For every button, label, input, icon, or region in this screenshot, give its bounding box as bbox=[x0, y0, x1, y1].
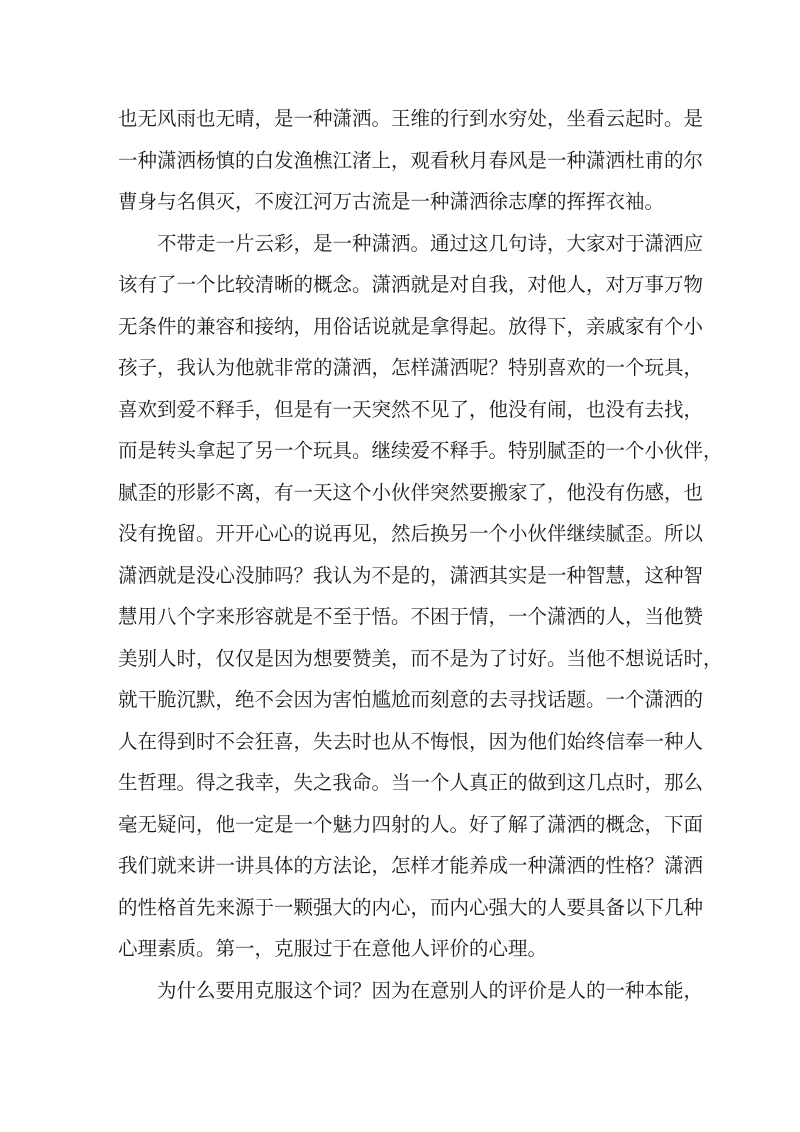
text-line: 生哲理。得之我幸，失之我命。当一个人真正的做到这几点时，那么 bbox=[118, 771, 704, 794]
text-line: 而是转头拿起了另一个玩具。继续爱不释手。特别腻歪的一个小伙伴， bbox=[118, 439, 723, 462]
text-line: 也无风雨也无晴，是一种潇洒。王维的行到水穷处，坐看云起时。是 bbox=[118, 107, 704, 130]
text-line: 无条件的兼容和接纳，用俗话说就是拿得起。放得下，亲戚家有个小 bbox=[118, 314, 704, 338]
text-line: 该有了一个比较清晰的概念。潇洒就是对自我，对他人，对万事万物 bbox=[118, 273, 704, 296]
text-line: 孩子，我认为他就非常的潇洒，怎样潇洒呢？特别喜欢的一个玩具， bbox=[118, 356, 704, 379]
text-line: 慧用八个字来形容就是不至于悟。不困于情，一个潇洒的人，当他赞 bbox=[118, 605, 704, 628]
paragraph-first-line: 为什么要用克服这个词？因为在意别人的评价是人的一种本能， bbox=[157, 978, 704, 1002]
text-line: 心理素质。第一，克服过于在意他人评价的心理。 bbox=[118, 937, 548, 960]
body-text bbox=[118, 98, 723, 1011]
text-line: 的性格首先来源于一颗强大的内心，而内心强大的人要具备以下几种 bbox=[118, 895, 704, 919]
text-line: 就干脆沉默，绝不会因为害怕尴尬而刻意的去寻找话题。一个潇洒的 bbox=[118, 688, 704, 711]
text-line: 我们就来讲一讲具体的方法论，怎样才能养成一种潇洒的性格？潇洒 bbox=[118, 854, 704, 877]
text-line: 没有挽留。开开心心的说再见，然后换另一个小伙伴继续腻歪。所以 bbox=[118, 522, 704, 545]
text-line: 美别人时，仅仅是因为想要赞美，而不是为了讨好。当他不想说话时， bbox=[118, 646, 723, 670]
text-line: 一种潇洒杨慎的白发渔樵江渚上，观看秋月春风是一种潇洒杜甫的尔 bbox=[118, 148, 704, 172]
text-line: 人在得到时不会狂喜，失去时也从不悔恨，因为他们始终信奉一种人 bbox=[118, 729, 704, 753]
text-line: 曹身与名俱灭，不废江河万古流是一种潇洒徐志摩的挥挥衣袖。 bbox=[118, 190, 665, 213]
text-line: 腻歪的形影不离，有一天这个小伙伴突然要搬家了，他没有伤感，也 bbox=[118, 480, 704, 504]
text-line: 毫无疑问，他一定是一个魅力四射的人。好了解了潇洒的概念，下面 bbox=[118, 812, 704, 836]
text-line: 潇洒就是没心没肺吗？我认为不是的，潇洒其实是一种智慧，这种智 bbox=[118, 563, 704, 587]
paragraph-first-line: 不带走一片云彩，是一种潇洒。通过这几句诗，大家对于潇洒应 bbox=[157, 231, 704, 255]
text-line: 喜欢到爱不释手，但是有一天突然不见了，他没有闹，也没有去找， bbox=[118, 397, 704, 421]
